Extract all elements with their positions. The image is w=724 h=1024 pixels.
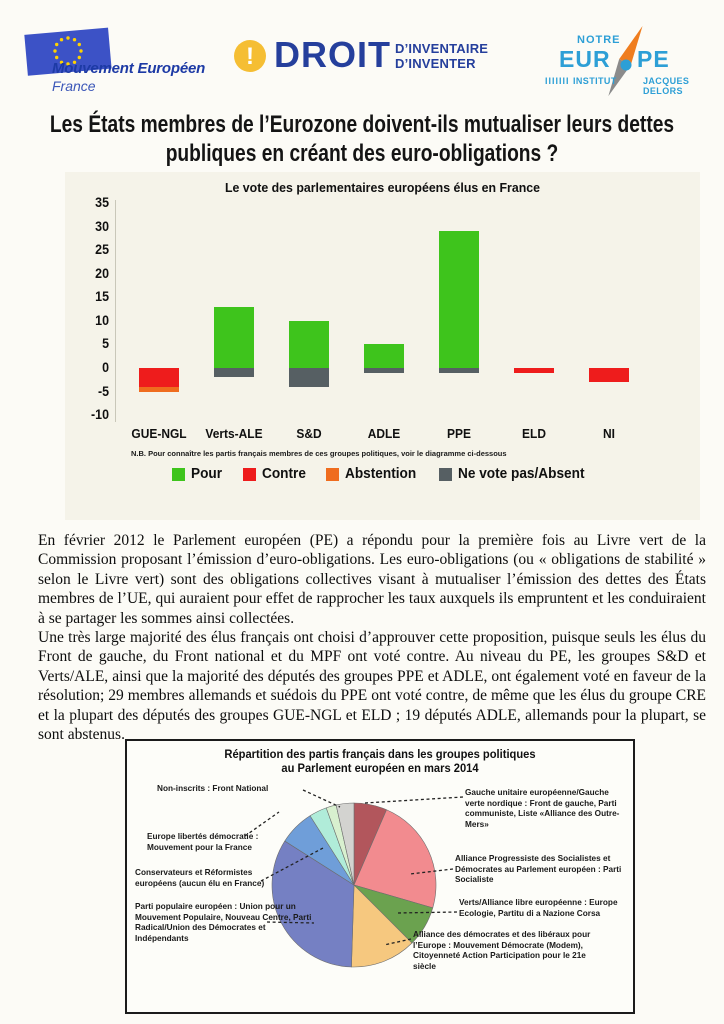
category-label: ELD (522, 426, 546, 441)
legend-item (439, 466, 593, 482)
logo-notre-europe (545, 18, 720, 103)
y-tick-label: 10 (95, 312, 109, 328)
bar-segment (439, 231, 479, 368)
pie-callout-label: Conservateurs et Réformistes européens (aucun élu en France) (135, 867, 265, 888)
callout-leader-line (365, 797, 463, 803)
pie-callout-label: Parti populaire européen : Union pour un Mouvement Populaire, Nouveau Centre, Parti Radical/Union des Démocrates et Indépendants (135, 901, 312, 943)
notre-europe-jacques-delors: JACQUES DELORS (643, 76, 690, 96)
category-label: Verts-ALE (205, 426, 263, 441)
logo-mouvement-europeen (20, 26, 230, 98)
category-label: ADLE (367, 426, 401, 441)
bar-chart-note: N.B. Pour connaître les partis français membres de ces groupes politiques, voir le diagramme ci-dessous (131, 449, 507, 458)
legend-item (243, 466, 309, 482)
logo-droit (232, 32, 492, 87)
page-title: Les États membres de l’Eurozone doivent-ils mutualiser leurs dettes publiques en créant des euro-obligations ? (49, 111, 675, 167)
pie-callout-label: Alliance Progressiste des Socialistes et Démocrates au Parlement européen : Parti Socialiste (455, 853, 622, 884)
y-tick-label: 15 (95, 289, 109, 305)
exclamation-badge-icon (232, 38, 268, 74)
pie-callout-label: Gauche unitaire européenne/Gauche verte nordique : Front de gauche, Parti communiste, Liste «Alliance des Outre-Mers» (465, 787, 620, 829)
legend-swatch-icon (172, 468, 185, 481)
bar-segment (289, 321, 329, 368)
y-tick-label: -5 (97, 383, 109, 399)
notre-europe-ticks: IIIIIII (545, 76, 570, 86)
paragraph-2: Une très large majorité des élus français ont choisi d’approuver cette proposition, puisque seuls les élus du Front de gauche, du Front national et du MPF ont voté contre. Au niveau du PE, les groupes S&D et Verts/ALE, ainsi que la majorité des députés des groupes PPE et ADLE, ont également voté en faveur de la résolution; 29 membres allemands et suédois du PPE ont voté contre, de même que les élus du groupe CRE et la plupart des députés des groupes GUE-NGL et ELD ; 19 députés ADLE, allemands pour la plupart, se sont abstenus. (38, 629, 706, 744)
y-tick-label: -10 (91, 407, 109, 423)
legend-label: Contre (261, 466, 306, 482)
pie-chart-box (125, 739, 635, 1014)
compass-needle-icon (605, 20, 645, 102)
category-label: S&D (296, 426, 322, 441)
y-tick-label: 0 (102, 360, 109, 375)
notre-europe-pe: PE (637, 46, 670, 72)
bar-segment (364, 368, 404, 373)
legend-label: Abstention (345, 466, 417, 482)
y-tick-label: 5 (102, 336, 109, 352)
pie-title-line1: Répartition des partis français dans les groupes politiques (224, 749, 536, 761)
category-label: NI (603, 426, 615, 441)
droit-tagline-1: D’INVENTAIRE (395, 41, 489, 56)
category-label: GUE-NGL (131, 426, 187, 441)
bar-segment (439, 368, 479, 373)
notre-europe-eur: EUR (559, 46, 611, 72)
notre-europe-institut: INSTITUT (573, 76, 617, 86)
bar-segment (214, 307, 254, 368)
header (0, 0, 724, 105)
body-text (38, 531, 706, 744)
y-tick-label: 20 (95, 265, 109, 281)
pie-title-line2: au Parlement européen en mars 2014 (281, 763, 479, 775)
legend-label: Ne vote pas/Absent (457, 466, 585, 482)
bar-segment (589, 368, 629, 382)
pie-callout-label: Europe libertés démocratie : Mouvement pour la France (147, 831, 259, 852)
bar-chart-title: Le vote des parlementaires européens élus en France (224, 180, 541, 195)
mouvement-title: Mouvement Européen (52, 60, 206, 77)
bar-segment (139, 387, 179, 392)
y-tick-label: 30 (95, 218, 109, 234)
y-tick-label: 35 (95, 195, 109, 211)
legend-swatch-icon (439, 468, 452, 481)
bar-chart-legend (65, 466, 700, 482)
y-tick-label: 25 (95, 242, 109, 258)
legend-item (172, 466, 224, 482)
bar-segment (514, 368, 554, 373)
paragraph-1: En février 2012 le Parlement européen (PE) a répondu pour la première fois au Livre vert de la Commission proposant l’émission d’euro-obligations. Les euro-obligations (ou « obligations de stabilité » selon le Livre vert) sont des obligations collectives visant à mutualiser l’émission des dettes des États membres de l’UE, qui auraient pour effet de rapprocher les taux auxquels ils empruntent et les conduiraient à se partager les sommes ainsi collectées. (38, 532, 706, 627)
legend-item (326, 466, 421, 482)
y-axis-line (115, 200, 116, 422)
droit-wordmark: DROIT (274, 34, 391, 75)
legend-label: Pour (191, 466, 223, 482)
notre-europe-top: NOTRE (577, 34, 621, 46)
legend-swatch-icon (243, 468, 256, 481)
callout-leader-line (303, 790, 340, 807)
legend-swatch-icon (326, 468, 339, 481)
bar-chart-panel (65, 172, 700, 520)
droit-tagline-2: D’INVENTER (395, 56, 476, 71)
mouvement-subtitle: France (52, 78, 96, 94)
category-label: PPE (447, 426, 471, 441)
pie-callout-label: Non-inscrits : Front National (157, 783, 269, 793)
bar-segment (289, 368, 329, 387)
pie-callout-label: Verts/Alliance libre européenne : Europe Ecologie, Partitu di a Nazione Corsa (459, 897, 618, 918)
bar-segment (364, 344, 404, 368)
bar-segment (139, 368, 179, 387)
svg-text:!: ! (246, 43, 254, 70)
pie-callout-label: Alliance des démocrates et des libéraux pour l’Europe : Mouvement Démocrate (Modem), Citoyenneté Action Participation pour le 21e siècle (413, 929, 591, 971)
bar-segment (214, 368, 254, 377)
